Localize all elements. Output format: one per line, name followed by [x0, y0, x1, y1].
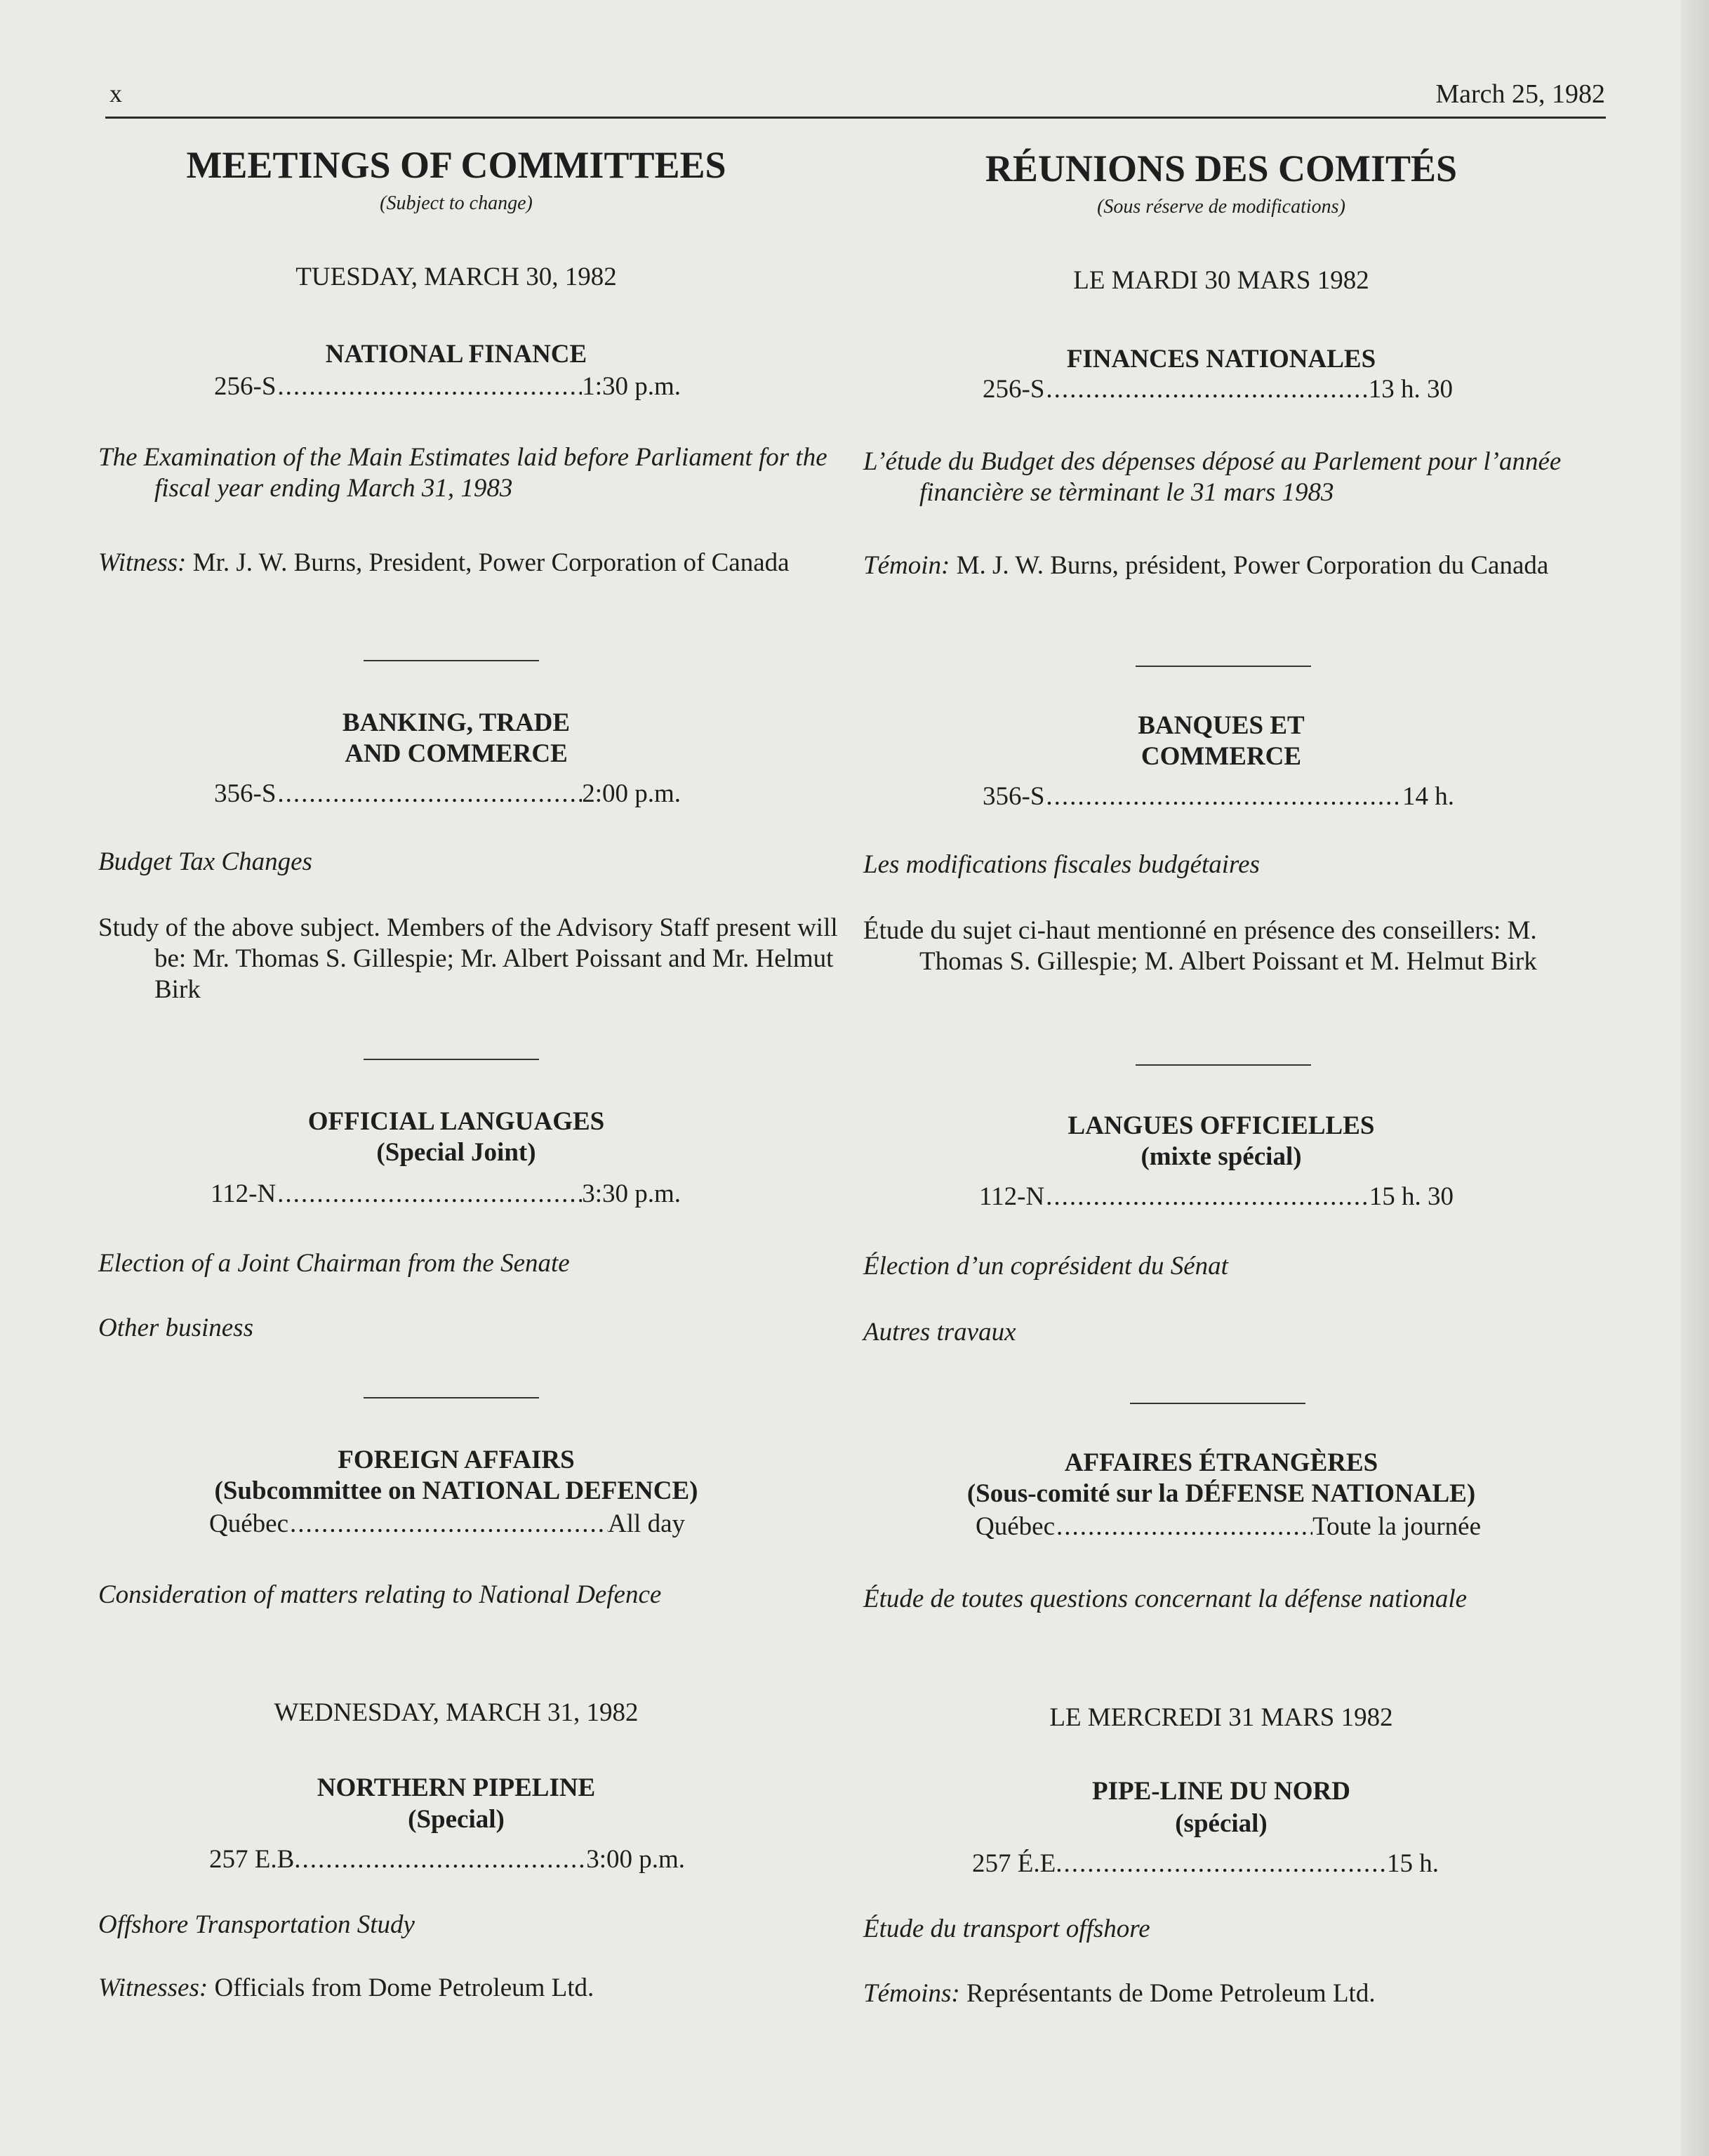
separator — [1136, 666, 1311, 667]
topic: Election of a Joint Chairman from the Senate — [98, 1249, 570, 1278]
schedule-line — [972, 1848, 1439, 1880]
time: 2:00 p.m. — [582, 779, 681, 808]
witness-name: Représentants de Dome Petroleum Ltd. — [966, 1979, 1376, 2008]
schedule-line — [214, 778, 681, 810]
leader-dots — [1044, 781, 1402, 813]
english-day-wednesday: WEDNESDAY, MARCH 31, 1982 — [274, 1698, 639, 1727]
leader-dots — [288, 1508, 608, 1540]
other-business: Other business — [98, 1314, 253, 1342]
header-rule — [105, 117, 1606, 119]
time: All day — [608, 1509, 685, 1538]
topic: Les modifications fiscales budgétaires — [863, 850, 1260, 879]
committee-subtitle: (Special) — [408, 1805, 505, 1834]
schedule-line — [211, 1178, 681, 1210]
page-folio: x — [109, 79, 122, 107]
time: 3:00 p.m. — [586, 1845, 685, 1874]
witness-label: Témoins: — [863, 1979, 960, 2008]
witness-label: Witness: — [98, 548, 187, 577]
separator — [364, 1059, 539, 1060]
schedule-line — [983, 373, 1453, 406]
topic: Étude de toutes questions concernant la défense nationale — [863, 1585, 1468, 1613]
committee-name: AFFAIRES ÉTRANGÈRES — [1064, 1448, 1378, 1477]
time: 15 h. — [1387, 1849, 1439, 1878]
committee-subtitle: (spécial) — [1175, 1809, 1268, 1838]
room: 256-S — [983, 375, 1045, 404]
time: 15 h. 30 — [1369, 1182, 1454, 1211]
committee-subtitle: (Subcommittee on NATIONAL DEFENCE) — [214, 1476, 698, 1505]
time: Toute la journée — [1312, 1512, 1481, 1541]
witness-label: Témoin: — [863, 551, 950, 580]
witness-name: Officials from Dome Petroleum Ltd. — [214, 1973, 594, 2002]
committee-name: FINANCES NATIONALES — [1066, 345, 1376, 373]
french-subtitle: (Sous réserve de modifications) — [1097, 196, 1345, 218]
separator — [1130, 1403, 1305, 1404]
schedule-line — [209, 1844, 685, 1876]
committee-name-line2: COMMERCE — [1141, 742, 1302, 771]
topic: Élection d’un coprésident du Sénat — [863, 1252, 1228, 1281]
leader-dots — [276, 778, 582, 810]
committee-name: PIPE-LINE DU NORD — [1092, 1777, 1350, 1806]
room: 257 É.E. — [972, 1849, 1063, 1878]
witness-name: M. J. W. Burns, président, Power Corporation du Canada — [956, 551, 1549, 580]
leader-dots — [276, 1178, 582, 1210]
room: 257 E.B. — [209, 1845, 301, 1874]
time: 1:30 p.m. — [582, 372, 681, 401]
page-date: March 25, 1982 — [1435, 79, 1605, 109]
french-day-tuesday: LE MARDI 30 MARS 1982 — [1073, 266, 1369, 295]
witness-label: Witnesses: — [98, 1973, 208, 2002]
room: 112-N — [979, 1182, 1045, 1211]
time: 13 h. 30 — [1368, 375, 1453, 404]
note: Study of the above subject. Members of the Advisory Staff present will be: Mr. Thomas S. Gillespie; Mr. Albert Poissant and Mr. Helmut Birk — [98, 913, 838, 1004]
leader-dots — [301, 1844, 587, 1876]
leader-dots — [1055, 1511, 1312, 1543]
leader-dots — [1044, 373, 1368, 406]
topic: Étude du transport offshore — [863, 1914, 1150, 1943]
topic: The Examination of the Main Estimates laid before Parliament for the fiscal year ending March 31, 1983 — [98, 443, 827, 503]
time: 3:30 p.m. — [582, 1179, 681, 1208]
separator — [364, 660, 539, 661]
witness-name: Mr. J. W. Burns, President, Power Corporation of Canada — [192, 548, 790, 577]
leader-dots — [1062, 1848, 1387, 1880]
witness — [863, 550, 1621, 581]
schedule-line — [209, 1508, 685, 1540]
other-business: Autres travaux — [863, 1318, 1016, 1347]
committee-name: NORTHERN PIPELINE — [317, 1773, 596, 1802]
committee-name-line2: AND COMMERCE — [345, 739, 568, 768]
french-title: RÉUNIONS DES COMITÉS — [985, 147, 1458, 190]
witness — [863, 1978, 1376, 2009]
topic: L’étude du Budget des dépenses déposé au Parlement pour l’année financière se tèrminant le 31 mars 1983 — [863, 447, 1562, 507]
committee-name: OFFICIAL LANGUAGES — [307, 1107, 605, 1136]
room: 356-S — [214, 779, 277, 808]
committee-name: LANGUES OFFICIELLES — [1068, 1111, 1375, 1140]
witness — [98, 548, 856, 578]
time: 14 h. — [1402, 782, 1454, 811]
room: 112-N — [211, 1179, 277, 1208]
room: Québec — [209, 1509, 288, 1538]
committee-name: FOREIGN AFFAIRS — [338, 1446, 575, 1474]
committee-name: BANQUES ET — [1138, 711, 1305, 740]
committee-name: NATIONAL FINANCE — [325, 340, 587, 369]
leader-dots — [276, 371, 582, 403]
schedule-line — [214, 371, 681, 403]
english-subtitle: (Subject to change) — [380, 192, 533, 214]
english-day-tuesday: TUESDAY, MARCH 30, 1982 — [295, 263, 617, 291]
note: Étude du sujet ci-haut mentionné en présence des conseillers: M. Thomas S. Gillespie; M. Albert Poissant et M. Helmut Birk — [863, 916, 1537, 976]
topic: Offshore Transportation Study — [98, 1910, 415, 1939]
room: 256-S — [214, 372, 277, 401]
committee-subtitle: (Sous-comité sur la DÉFENSE NATIONALE) — [966, 1479, 1476, 1508]
english-title: MEETINGS OF COMMITTEES — [186, 144, 726, 186]
topic: Consideration of matters relating to National Defence — [98, 1580, 662, 1609]
schedule-line — [976, 1511, 1481, 1543]
room: 356-S — [983, 782, 1045, 811]
french-day-wednesday: LE MERCREDI 31 MARS 1982 — [1049, 1703, 1393, 1732]
committee-name: BANKING, TRADE — [342, 708, 571, 737]
separator — [364, 1397, 539, 1398]
witness — [98, 1973, 594, 2004]
separator — [1136, 1064, 1311, 1066]
schedule-line — [979, 1181, 1454, 1213]
page-edge — [1681, 0, 1709, 2156]
room: Québec — [976, 1512, 1055, 1541]
committee-subtitle: (Special Joint) — [376, 1138, 536, 1167]
committee-subtitle: (mixte spécial) — [1141, 1142, 1302, 1171]
schedule-line — [983, 781, 1454, 813]
leader-dots — [1044, 1181, 1369, 1213]
topic: Budget Tax Changes — [98, 847, 312, 876]
